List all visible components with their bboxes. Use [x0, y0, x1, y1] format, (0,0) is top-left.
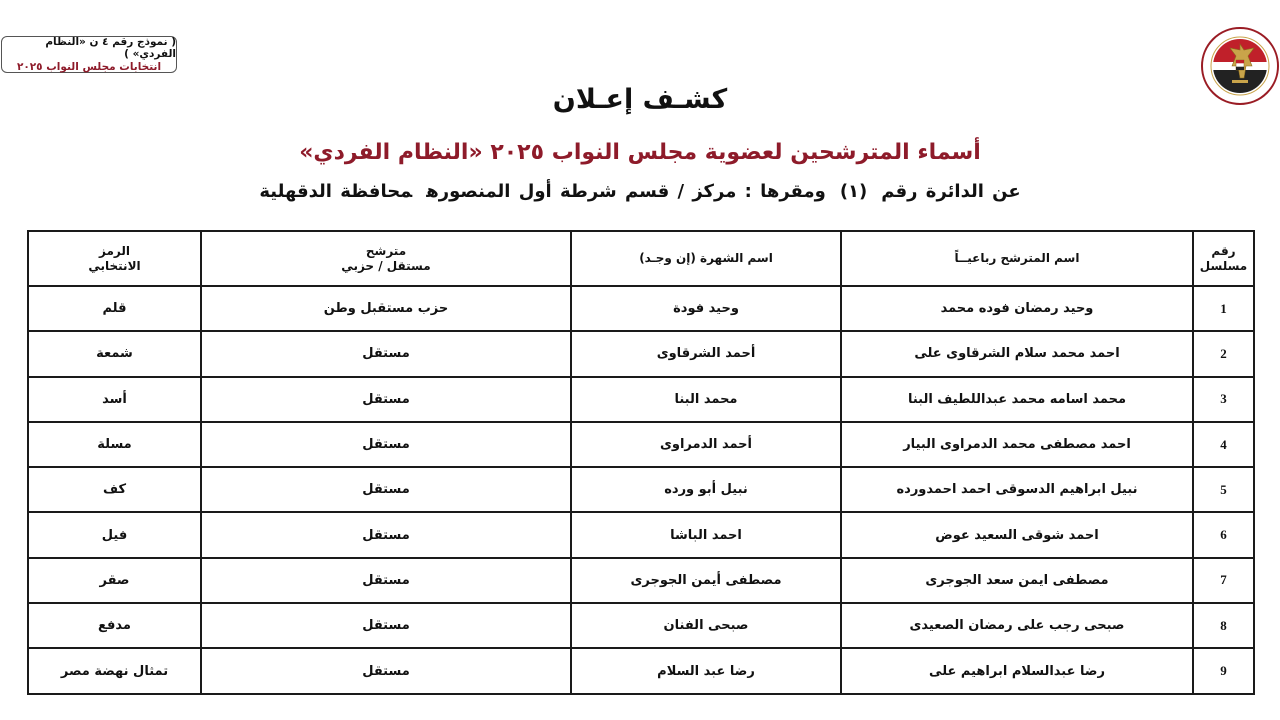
cell-candidate-name: نبيل ابراهيم الدسوقى احمد احمدورده	[841, 467, 1193, 512]
cell-election-symbol: كف	[28, 467, 201, 512]
header-candidate-name: اسم المترشح رباعيــاً	[841, 231, 1193, 286]
cell-nickname: صبحى الفنان	[571, 603, 841, 648]
cell-candidate-name: وحيد رمضان فوده محمد	[841, 286, 1193, 331]
cell-election-symbol: قلم	[28, 286, 201, 331]
cell-nickname: احمد الباشا	[571, 512, 841, 557]
cell-nickname: أحمد الدمراوى	[571, 422, 841, 467]
cell-serial: 8	[1193, 603, 1254, 648]
form-number-label: ( نموذج رقم ٤ ن «النظام الفردي» )	[45, 36, 176, 61]
table-row	[28, 286, 1254, 331]
header-nickname: اسم الشهرة (إن وجـد)	[571, 231, 841, 286]
table-row	[28, 467, 1254, 512]
district-label: عن الدائرة رقم	[881, 181, 1021, 202]
cell-nickname: محمد البنا	[571, 377, 841, 422]
page-subtitle: أسماء المترشحين لعضوية مجلس النواب ٢٠٢٥ «النظام الفردي»	[299, 140, 981, 165]
cell-serial: 9	[1193, 648, 1254, 693]
cell-candidate-type: مستقل	[201, 603, 571, 648]
cell-candidate-type: حزب مستقبل وطن	[201, 286, 571, 331]
district-governorate: محافظة الدقهلية	[259, 181, 413, 202]
table-row	[28, 648, 1254, 693]
cell-nickname: نبيل أبو ورده	[571, 467, 841, 512]
header-serial: رقم مسلسل	[1193, 231, 1254, 286]
cell-candidate-name: احمد مصطفى محمد الدمراوى البيار	[841, 422, 1193, 467]
form-number-badge	[1, 36, 177, 73]
cell-election-symbol: فيل	[28, 512, 201, 557]
cell-candidate-type: مستقل	[201, 467, 571, 512]
table-row	[28, 603, 1254, 648]
cell-candidate-name: مصطفى ايمن سعد الجوجرى	[841, 558, 1193, 603]
header-election-symbol: الرمز الانتخابي	[28, 231, 201, 286]
table-row	[28, 377, 1254, 422]
cell-election-symbol: صقر	[28, 558, 201, 603]
page-title: كشـف إعـلان	[552, 84, 728, 115]
table-header-row	[28, 231, 1254, 286]
cell-nickname: مصطفى أيمن الجوجرى	[571, 558, 841, 603]
table-row	[28, 558, 1254, 603]
cell-serial: 4	[1193, 422, 1254, 467]
cell-serial: 5	[1193, 467, 1254, 512]
cell-candidate-name: احمد محمد سلام الشرقاوى على	[841, 331, 1193, 376]
cell-serial: 2	[1193, 331, 1254, 376]
table-row	[28, 512, 1254, 557]
district-info	[0, 181, 1280, 202]
cell-candidate-type: مستقل	[201, 648, 571, 693]
cell-election-symbol: شمعة	[28, 331, 201, 376]
cell-election-symbol: أسد	[28, 377, 201, 422]
cell-candidate-name: احمد شوقى السعيد عوض	[841, 512, 1193, 557]
cell-serial: 3	[1193, 377, 1254, 422]
table-row	[28, 422, 1254, 467]
table-row	[28, 331, 1254, 376]
cell-candidate-type: مستقل	[201, 422, 571, 467]
cell-candidate-type: مستقل	[201, 512, 571, 557]
cell-election-symbol: تمثال نهضة مصر	[28, 648, 201, 693]
cell-serial: 1	[1193, 286, 1254, 331]
cell-election-symbol: مسلة	[28, 422, 201, 467]
header-candidate-type: مترشح مستقل / حزبي	[201, 231, 571, 286]
cell-serial: 6	[1193, 512, 1254, 557]
cell-candidate-name: محمد اسامه محمد عبداللطيف البنا	[841, 377, 1193, 422]
cell-candidate-type: مستقل	[201, 377, 571, 422]
cell-candidate-name: صبحى رجب على رمضان الصعيدى	[841, 603, 1193, 648]
cell-candidate-type: مستقل	[201, 558, 571, 603]
district-seat: ومقرها : مركز / قسم شرطة أول المنصوره	[426, 181, 826, 202]
cell-nickname: وحيد فودة	[571, 286, 841, 331]
candidates-table	[27, 230, 1255, 695]
election-name-label: انتخابات مجلس النواب ٢٠٢٥	[16, 60, 162, 73]
district-number: (١)	[839, 181, 868, 202]
cell-election-symbol: مدفع	[28, 603, 201, 648]
cell-candidate-name: رضا عبدالسلام ابراهيم على	[841, 648, 1193, 693]
cell-candidate-type: مستقل	[201, 331, 571, 376]
cell-nickname: أحمد الشرقاوى	[571, 331, 841, 376]
cell-serial: 7	[1193, 558, 1254, 603]
cell-nickname: رضا عبد السلام	[571, 648, 841, 693]
